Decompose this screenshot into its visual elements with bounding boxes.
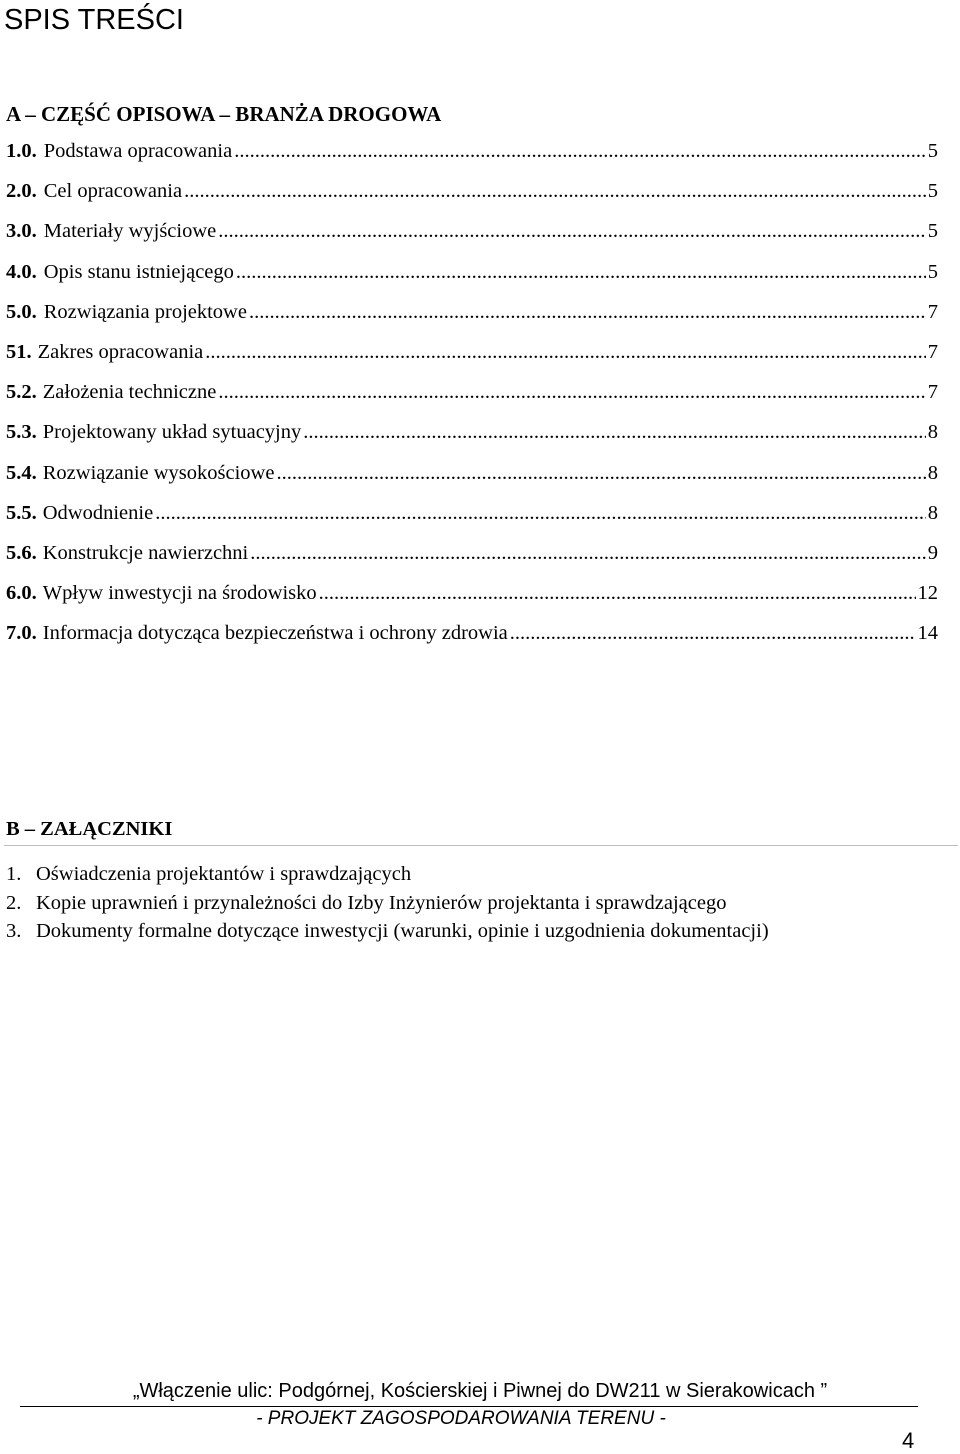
toc-entry-page: 8: [927, 421, 938, 444]
toc-entry[interactable]: [6, 502, 938, 542]
toc-entry-page: 5: [927, 220, 938, 243]
attachments-list: [6, 860, 769, 946]
toc-entry-title: Rozwiązania projektowe: [43, 300, 247, 323]
toc-entry-number: 51.: [6, 340, 32, 363]
toc-entry-number: 5.0.: [6, 300, 37, 323]
toc-entry-title: Podstawa opracowania: [43, 140, 233, 162]
toc-entry-page: 7: [927, 381, 938, 404]
toc-leader-dots: [319, 582, 916, 605]
toc-entry[interactable]: [6, 421, 938, 461]
footer-document-type: - PROJEKT ZAGOSPODAROWANIA TERENU -: [256, 1408, 666, 1429]
footer-divider: [20, 1406, 918, 1407]
toc-entry-page: 14: [917, 622, 938, 645]
toc-leader-dots: [184, 180, 926, 203]
attachment-text: Kopie uprawnień i przynależności do Izby Inżynierów projektanta i sprawdzającego: [36, 891, 727, 914]
toc-entry-title: Wpływ inwestycji na środowisko: [42, 582, 317, 605]
toc-entry-number: 3.0.: [6, 220, 37, 243]
toc-entry-page: 7: [927, 300, 938, 323]
toc-entry[interactable]: [6, 180, 938, 220]
toc-leader-dots: [236, 261, 926, 284]
toc-entry[interactable]: [6, 542, 938, 582]
section-a-title: A – CZĘŚĆ OPISOWA – BRANŻA DROGOWA: [6, 102, 442, 126]
toc-entry[interactable]: [6, 220, 938, 260]
toc-entry[interactable]: [6, 140, 938, 180]
toc-leader-dots: [276, 462, 925, 485]
toc-leader-dots: [249, 301, 926, 324]
toc-entry[interactable]: [6, 341, 938, 381]
toc-entry-number: 4.0.: [6, 260, 37, 283]
toc-entry-page: 5: [927, 260, 938, 283]
toc-entry[interactable]: [6, 462, 938, 502]
toc-leader-dots: [218, 381, 925, 404]
toc-entry-page: 12: [917, 582, 938, 605]
toc-leader-dots: [510, 622, 916, 645]
table-of-contents: [6, 140, 938, 662]
toc-entry-title: Odwodnienie: [42, 501, 154, 524]
toc-entry-title: Założenia techniczne: [42, 381, 217, 404]
toc-entry-page: 5: [927, 140, 938, 162]
toc-entry-number: 6.0.: [6, 582, 37, 605]
toc-entry-title: Informacja dotycząca bezpieczeństwa i ochrony zdrowia: [42, 622, 508, 645]
toc-leader-dots: [155, 502, 926, 525]
toc-entry-number: 5.5.: [6, 501, 37, 524]
toc-leader-dots: [234, 140, 926, 163]
section-b-title: B – ZAŁĄCZNIKI: [6, 818, 173, 840]
toc-entry-page: 9: [927, 541, 938, 564]
toc-entry-page: 8: [927, 501, 938, 524]
toc-entry[interactable]: [6, 582, 938, 622]
toc-entry-page: 8: [927, 461, 938, 484]
toc-entry-title: Projektowany układ sytuacyjny: [42, 421, 302, 444]
attachment-number: 2.: [6, 891, 22, 914]
toc-entry-title: Cel opracowania: [43, 180, 183, 203]
attachment-item: [6, 917, 769, 946]
toc-entry-number: 2.0.: [6, 180, 37, 203]
toc-entry[interactable]: [6, 381, 938, 421]
toc-entry-number: 5.4.: [6, 461, 37, 484]
toc-entry-title: Materiały wyjściowe: [43, 220, 217, 243]
page-number: 4: [902, 1428, 915, 1453]
attachment-item: [6, 889, 769, 918]
attachment-number: 3.: [6, 920, 22, 942]
footer-project-name: „Włączenie ulic: Podgórnej, Kościerskiej i Piwnej do DW211 w Sierakowicach ”: [132, 1380, 828, 1402]
toc-entry-title: Zakres opracowania: [37, 340, 204, 363]
toc-leader-dots: [303, 421, 926, 444]
toc-entry-title: Opis stanu istniejącego: [43, 260, 234, 283]
toc-leader-dots: [205, 341, 926, 364]
toc-entry[interactable]: [6, 261, 938, 301]
toc-entry-number: 5.6.: [6, 541, 37, 564]
attachment-text: Dokumenty formalne dotyczące inwestycji (warunki, opinie i uzgodnienia dokumentacji): [36, 920, 769, 942]
attachment-text: Oświadczenia projektantów i sprawdzających: [36, 863, 412, 885]
attachment-item: [6, 860, 769, 889]
page-title: SPIS TREŚCI: [4, 4, 184, 36]
toc-entry-number: 5.3.: [6, 421, 37, 444]
toc-entry-number: 7.0.: [6, 622, 37, 645]
toc-entry-page: 7: [927, 340, 938, 363]
toc-entry[interactable]: [6, 622, 938, 662]
section-b-divider: [4, 845, 958, 846]
toc-entry-number: 5.2.: [6, 381, 37, 404]
toc-leader-dots: [218, 220, 926, 243]
toc-entry-number: 1.0.: [6, 140, 37, 162]
toc-leader-dots: [250, 542, 926, 565]
toc-entry[interactable]: [6, 301, 938, 341]
toc-entry-title: Konstrukcje nawierzchni: [42, 541, 249, 564]
toc-entry-page: 5: [927, 180, 938, 203]
toc-entry-title: Rozwiązanie wysokościowe: [42, 461, 275, 484]
attachment-number: 1.: [6, 863, 22, 885]
